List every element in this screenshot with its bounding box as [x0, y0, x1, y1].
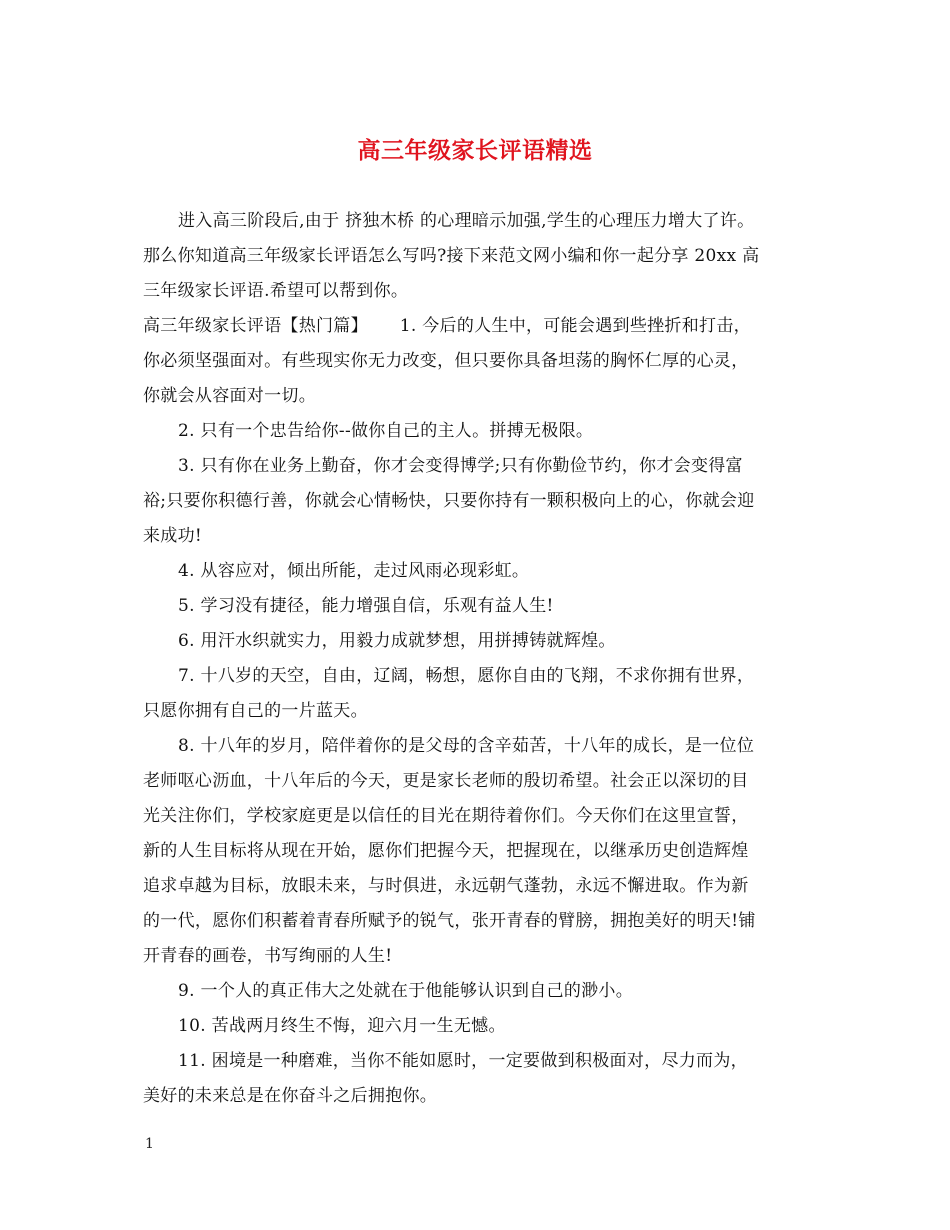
text-line: 裕;只要你积德行善，你就会心情畅快，只要你持有一颗积极向上的心，你就会迎 — [143, 491, 755, 511]
text-line: 美好的未来总是在你奋斗之后拥抱你。 — [143, 1086, 438, 1106]
text-line: 10. 苦战两月终生不悔，迎六月一生无憾。 — [178, 1016, 506, 1036]
text-line: 进入高三阶段后,由于 挤独木桥 的心理暗示加强,学生的心理压力增大了许。 — [178, 211, 755, 231]
document-title: 高三年级家长评语精选 — [357, 137, 593, 164]
text-line: 11. 困境是一种磨难，当你不能如愿时，一定要做到积极面对，尽力而为， — [178, 1051, 748, 1071]
text-line: 你必须坚强面对。有些现实你无力改变，但只要你具备坦荡的胸怀仁厚的心灵， — [143, 351, 749, 371]
text-line: 的一代，愿你们积蓄着青春所赋予的锐气，张开青春的臂膀，拥抱美好的明天!铺 — [143, 911, 756, 931]
text-line: 三年级家长评语.希望可以帮到你。 — [143, 281, 409, 301]
text-line: 只愿你拥有自己的一片蓝天。 — [143, 701, 368, 721]
text-line: 高三年级家长评语【热门篇】 1. 今后的人生中，可能会遇到些挫折和打击， — [143, 316, 751, 336]
text-line: 光关注你们，学校家庭更是以信任的目光在期待着你们。今天你们在这里宣誓， — [143, 806, 749, 826]
text-line: 老师呕心沥血，十八年后的今天，更是家长老师的殷切希望。社会正以深切的目 — [143, 771, 749, 791]
text-line: 9. 一个人的真正伟大之处就在于他能够认识到自己的渺小。 — [178, 981, 634, 1001]
text-line: 6. 用汗水织就实力，用毅力成就梦想，用拼搏铸就辉煌。 — [178, 631, 616, 651]
text-line: 5. 学习没有捷径，能力增强自信，乐观有益人生! — [178, 596, 554, 616]
text-line: 新的人生目标将从现在开始，愿你们把握今天，把握现在，以继承历史创造辉煌 — [143, 841, 749, 861]
text-line: 你就会从容面对一切。 — [143, 386, 316, 406]
text-line: 开青春的画卷，书写绚丽的人生! — [143, 946, 393, 966]
text-line: 7. 十八岁的天空，自由，辽阔，畅想，愿你自由的飞翔，不求你拥有世界， — [178, 666, 755, 686]
text-line: 4. 从容应对，倾出所能，走过风雨必现彩虹。 — [178, 561, 530, 581]
text-line: 那么你知道高三年级家长评语怎么写吗?接下来范文网小编和你一起分享 20xx 高 — [143, 246, 760, 266]
text-line: 2. 只有一个忠告给你--做你自己的主人。拼搏无极限。 — [178, 421, 594, 441]
text-line: 追求卓越为目标，放眼未来，与时俱进，永远朝气蓬勃，永远不懈进取。作为新 — [143, 876, 749, 896]
text-line: 3. 只有你在业务上勤奋，你才会变得博学;只有你勤俭节约，你才会变得富 — [178, 456, 743, 476]
text-line: 来成功! — [143, 526, 203, 546]
text-line: 8. 十八年的岁月，陪伴着你的是父母的含辛茹苦，十八年的成长，是一位位 — [178, 736, 755, 756]
page-number: 1 — [145, 1136, 154, 1152]
